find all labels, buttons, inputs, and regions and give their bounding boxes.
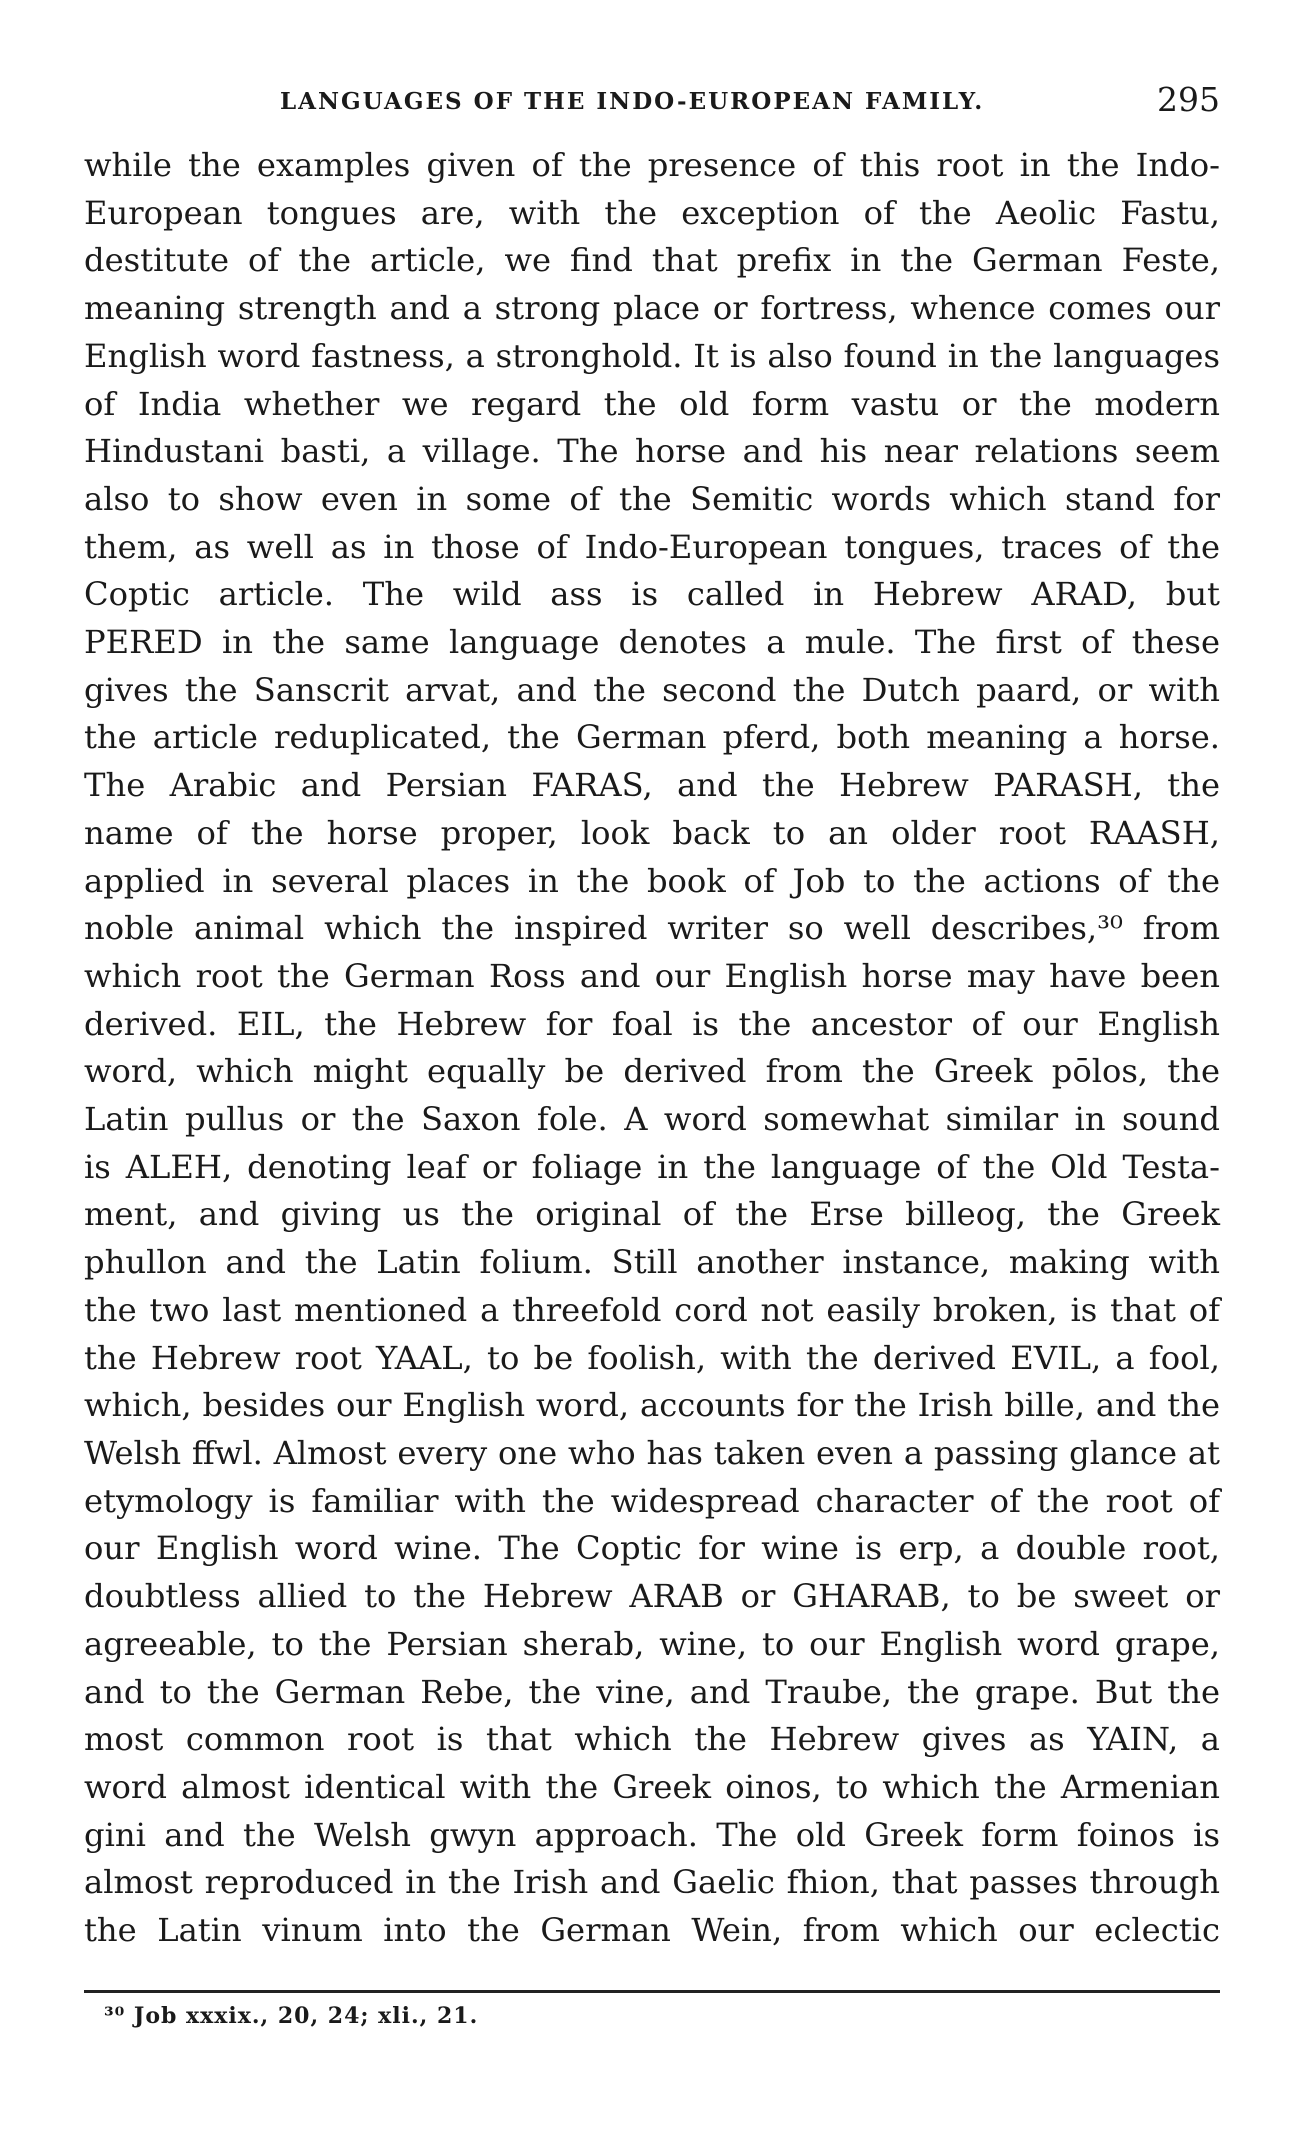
book-page	[84, 78, 1220, 1955]
text-line: while the examples given of the presence of this root in the Indo-	[84, 146, 1220, 184]
text-line: agreeable, to the Persian sherab, wine, to our English word grape,	[84, 1624, 1220, 1663]
page-number: 295	[1157, 80, 1220, 119]
text-line: destitute of the article, we find that prefix in the German Feste,	[84, 241, 1220, 280]
text-line: the Hebrew root YAAL, to be foolish, with the derived EVIL, a fool,	[84, 1338, 1220, 1377]
text-line: of India whether we regard the old form vastu or the modern	[84, 384, 1220, 423]
text-line: ment, and giving us the original of the Erse billeog, the Greek	[84, 1195, 1220, 1234]
text-line: The Arabic and Persian FARAS, and the Hebrew PARASH, the	[84, 766, 1220, 805]
text-line: gives the Sanscrit arvat, and the second the Dutch paard, or with	[84, 670, 1220, 709]
body-text	[84, 142, 1220, 1955]
text-line: PERED in the same language denotes a mule. The first of these	[84, 623, 1220, 662]
footnote-rule	[84, 1990, 1220, 1993]
text-line: European tongues are, with the exception of the Aeolic Fastu,	[84, 193, 1220, 232]
text-line: is ALEH, denoting leaf or foliage in the language of the Old Testa-	[84, 1147, 1220, 1186]
footnote: ³⁰ Job xxxix., 20, 24; xli., 21.	[104, 2003, 479, 2029]
text-line: Hindustani basti, a village. The horse and his near relations seem	[84, 432, 1220, 471]
text-line: the two last mentioned a threefold cord not easily broken, is that of	[84, 1290, 1220, 1329]
text-line: most common root is that which the Hebrew gives as YAIN, a	[84, 1720, 1220, 1759]
text-line: Latin pullus or the Saxon fole. A word somewhat similar in sound	[84, 1100, 1220, 1139]
text-line: the article reduplicated, the German pferd, both meaning a horse.	[84, 718, 1220, 757]
text-line: and to the German Rebe, the vine, and Traube, the grape. But the	[84, 1672, 1220, 1711]
text-line: them, as well as in those of Indo-European tongues, traces of the	[84, 527, 1220, 566]
text-line: Welsh ffwl. Almost every one who has taken even a passing glance at	[84, 1433, 1220, 1472]
text-line: applied in several places in the book of Job to the actions of the	[84, 861, 1220, 900]
text-line: Coptic article. The wild ass is called in Hebrew ARAD, but	[84, 575, 1220, 614]
running-title: LANGUAGES OF THE INDO-EUROPEAN FAMILY.	[280, 88, 985, 115]
text-line: derived. EIL, the Hebrew for foal is the ancestor of our English	[84, 1004, 1220, 1043]
text-line: doubtless allied to the Hebrew ARAB or GHARAB, to be sweet or	[84, 1577, 1220, 1616]
text-line: etymology is familiar with the widespread character of the root of	[84, 1481, 1220, 1520]
text-line: which root the German Ross and our English horse may have been	[84, 956, 1220, 995]
text-line: almost reproduced in the Irish and Gaelic fhion, that passes through	[84, 1863, 1220, 1902]
text-line: phullon and the Latin folium. Still another instance, making with	[84, 1243, 1220, 1282]
text-line: noble animal which the inspired writer so well describes,³⁰ from	[84, 909, 1220, 948]
text-line: the Latin vinum into the German Wein, from which our eclectic	[84, 1911, 1220, 1950]
text-line: word almost identical with the Greek oinos, to which the Armenian	[84, 1767, 1220, 1806]
running-head	[84, 78, 1220, 126]
text-line: gini and the Welsh gwyn approach. The old Greek form foinos is	[84, 1815, 1220, 1854]
text-line: our English word wine. The Coptic for wine is erp, a double root,	[84, 1529, 1220, 1568]
text-line: English word fastness, a stronghold. It is also found in the languages	[84, 336, 1220, 375]
text-line: name of the horse proper, look back to an older root RAASH,	[84, 813, 1220, 852]
text-line: also to show even in some of the Semitic words which stand for	[84, 479, 1220, 518]
text-line: meaning strength and a strong place or fortress, whence comes our	[84, 289, 1220, 328]
text-line: which, besides our English word, accounts for the Irish bille, and the	[84, 1386, 1220, 1425]
text-line: word, which might equally be derived from the Greek pōlos, the	[84, 1052, 1220, 1091]
